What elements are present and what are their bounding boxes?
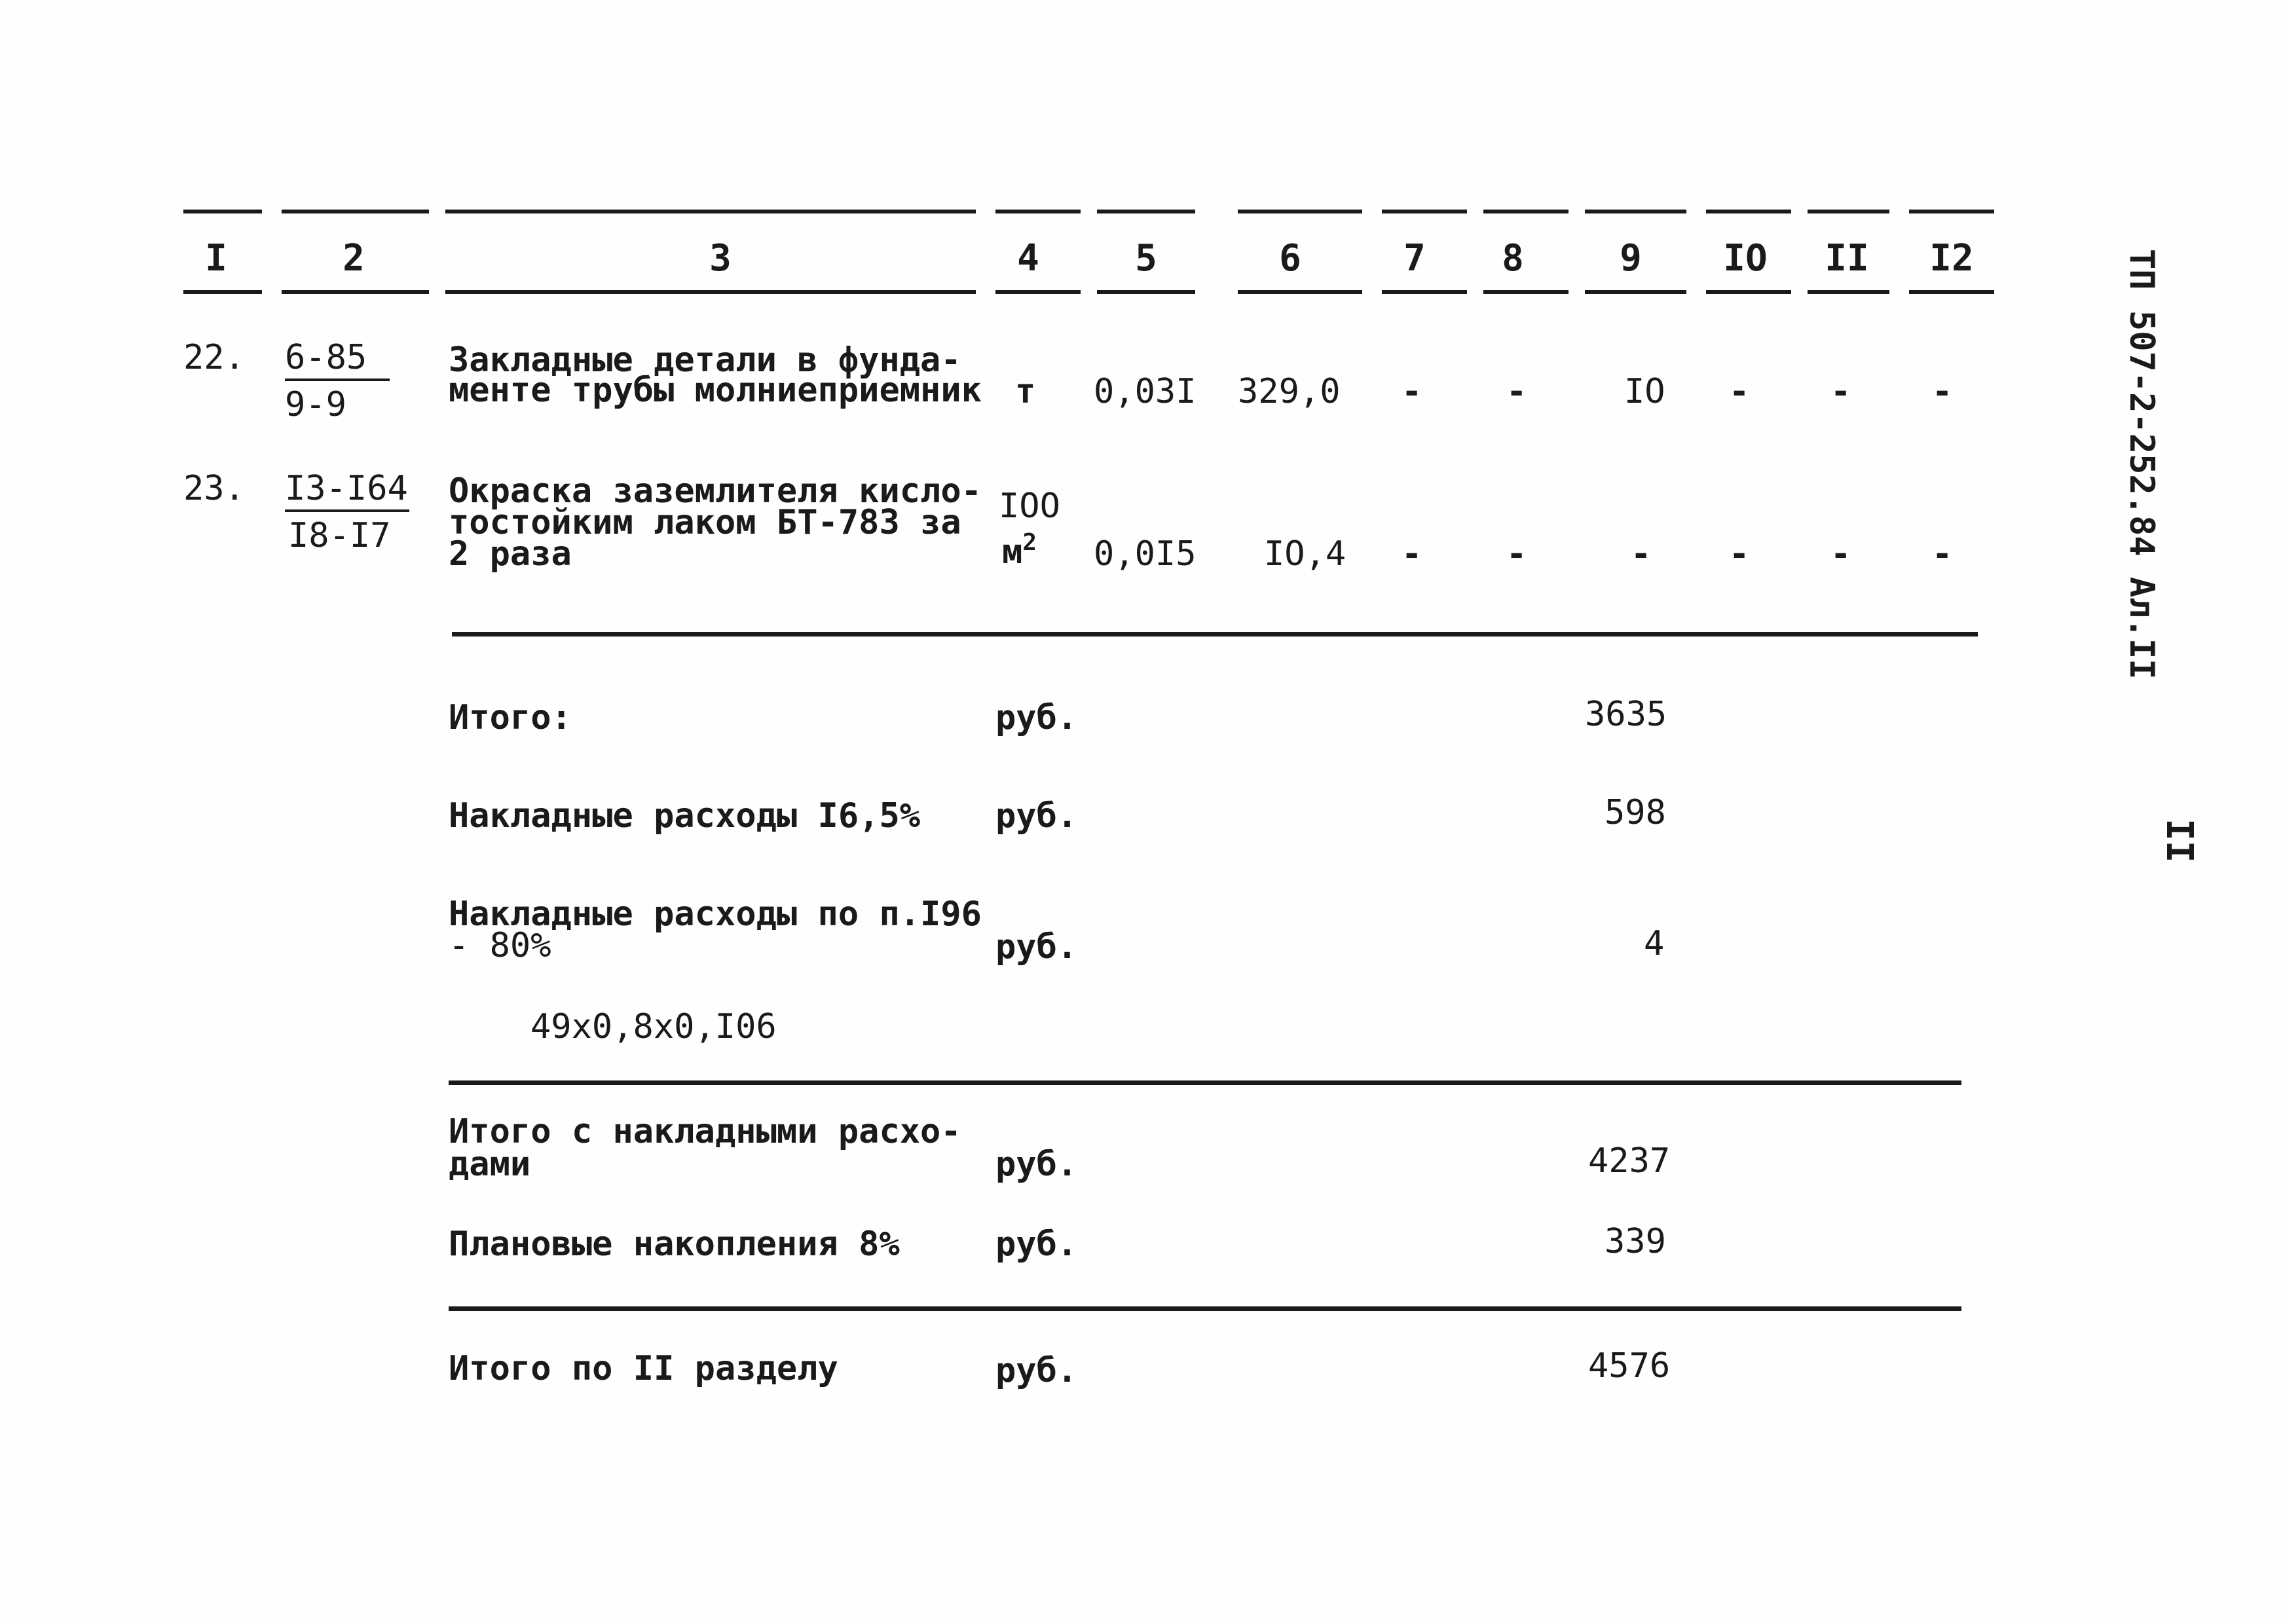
row-code-fraction-line: [285, 509, 409, 512]
row-description-line: Окраска заземлителя кисло-: [449, 471, 982, 511]
row-description-line: Закладные детали в фунда-: [449, 341, 961, 380]
header-rule-bottom-1: [183, 290, 262, 294]
summary-total-unit: руб.: [995, 1351, 1078, 1390]
summary-label: - 80%: [449, 926, 551, 965]
header-rule-top-1: [183, 210, 262, 213]
header-rule-top-7: [1382, 210, 1467, 213]
header-rule-bottom-12: [1909, 290, 1994, 294]
header-rule-top-6: [1238, 210, 1362, 213]
row-unit: т: [1015, 372, 1036, 411]
row-code-fraction-line: [285, 378, 390, 381]
row-col-11: -: [1830, 372, 1851, 411]
header-col-12: I2: [1929, 237, 1974, 280]
summary-total-label: Итого по II разделу: [449, 1349, 838, 1388]
summary-value: 339: [1605, 1222, 1666, 1261]
row-col-7: -: [1401, 534, 1422, 574]
summary-value: 4: [1644, 924, 1665, 963]
row-col-9: IO: [1624, 372, 1665, 411]
header-rule-bottom-2: [282, 290, 429, 294]
row-col-5: 0,0I5: [1094, 534, 1197, 574]
header-rule-bottom-5: [1097, 290, 1195, 294]
header-rule-bottom-6: [1238, 290, 1362, 294]
header-rule-top-4: [995, 210, 1081, 213]
summary-value: 3635: [1585, 695, 1667, 734]
header-col-1: I: [205, 237, 227, 280]
header-rule-bottom-10: [1706, 290, 1791, 294]
summary-value: 598: [1605, 793, 1666, 832]
summary-divider: [449, 1306, 1961, 1311]
row-col-5: 0,03I: [1094, 372, 1197, 411]
row-col-7: -: [1401, 372, 1422, 411]
summary-divider: [449, 1080, 1961, 1085]
header-col-4: 4: [1017, 237, 1039, 280]
header-rule-bottom-7: [1382, 290, 1467, 294]
header-col-3: 3: [709, 237, 732, 280]
row-col-10: -: [1729, 372, 1750, 411]
header-col-11: II: [1825, 237, 1869, 280]
row-unit: [1002, 529, 1037, 572]
summary-total-value: 4576: [1588, 1346, 1671, 1386]
header-rule-top-5: [1097, 210, 1195, 213]
summary-unit: руб.: [995, 1225, 1078, 1264]
header-rule-bottom-9: [1585, 290, 1686, 294]
row-code-top: I3-I64: [285, 469, 408, 508]
row-description-line: 2 раза: [449, 534, 572, 574]
row-col-11: -: [1830, 534, 1851, 574]
row-description-line: менте трубы молниеприемник: [449, 371, 982, 410]
row-col-10: -: [1729, 534, 1750, 574]
summary-unit: руб.: [995, 927, 1078, 967]
header-rule-top-3: [445, 210, 976, 213]
row-col-8: -: [1506, 372, 1527, 411]
summary-unit: руб.: [995, 698, 1078, 737]
header-rule-bottom-8: [1483, 290, 1568, 294]
header-col-10: IO: [1723, 237, 1768, 280]
page-number: II: [2158, 819, 2200, 863]
row-code-top: 6-85: [285, 338, 367, 377]
row-unit-exponent: 2: [1022, 529, 1037, 556]
header-col-5: 5: [1135, 237, 1157, 280]
header-col-7: 7: [1403, 237, 1426, 280]
row-number: 22.: [183, 338, 245, 377]
header-rule-bottom-11: [1808, 290, 1889, 294]
header-rule-top-11: [1808, 210, 1889, 213]
document-code-vertical: ТП 507-2-252.84 Ал.II: [2122, 249, 2161, 680]
row-unit-quantity: IOO: [999, 487, 1060, 526]
summary-label: Итого:: [449, 698, 572, 737]
header-col-2: 2: [343, 237, 365, 280]
summary-unit: руб.: [995, 1145, 1078, 1184]
section-divider: [452, 632, 1978, 637]
header-col-9: 9: [1620, 237, 1642, 280]
header-rule-top-12: [1909, 210, 1994, 213]
header-rule-top-2: [282, 210, 429, 213]
row-col-6: 329,0: [1238, 372, 1341, 411]
header-rule-bottom-4: [995, 290, 1081, 294]
summary-unit: руб.: [995, 796, 1078, 836]
summary-label: Накладные расходы I6,5%: [449, 796, 921, 836]
summary-label: Накладные расходы по п.I96: [449, 895, 982, 934]
summary-label: Плановые накопления 8%: [449, 1225, 900, 1264]
header-rule-top-9: [1585, 210, 1686, 213]
summary-value: 4237: [1588, 1141, 1671, 1181]
summary-formula: 49x0,8x0,I06: [530, 1007, 777, 1046]
row-col-9: -: [1631, 534, 1652, 574]
summary-label: дами: [449, 1145, 531, 1184]
row-description-line: тостойким лаком БТ-783 за: [449, 503, 961, 542]
header-col-6: 6: [1279, 237, 1301, 280]
row-col-12: -: [1932, 372, 1953, 411]
header-col-8: 8: [1502, 237, 1524, 280]
row-number: 23.: [183, 469, 245, 508]
row-code-bottom: 9-9: [285, 385, 346, 424]
summary-label: Итого с накладными расхо-: [449, 1112, 961, 1151]
header-rule-bottom-3: [445, 290, 976, 294]
header-rule-top-10: [1706, 210, 1791, 213]
header-rule-top-8: [1483, 210, 1568, 213]
row-col-6: IO,4: [1264, 534, 1346, 574]
row-unit-base: м: [1002, 532, 1023, 572]
row-col-12: -: [1932, 534, 1953, 574]
row-code-bottom: I8-I7: [288, 516, 391, 555]
row-col-8: -: [1506, 534, 1527, 574]
